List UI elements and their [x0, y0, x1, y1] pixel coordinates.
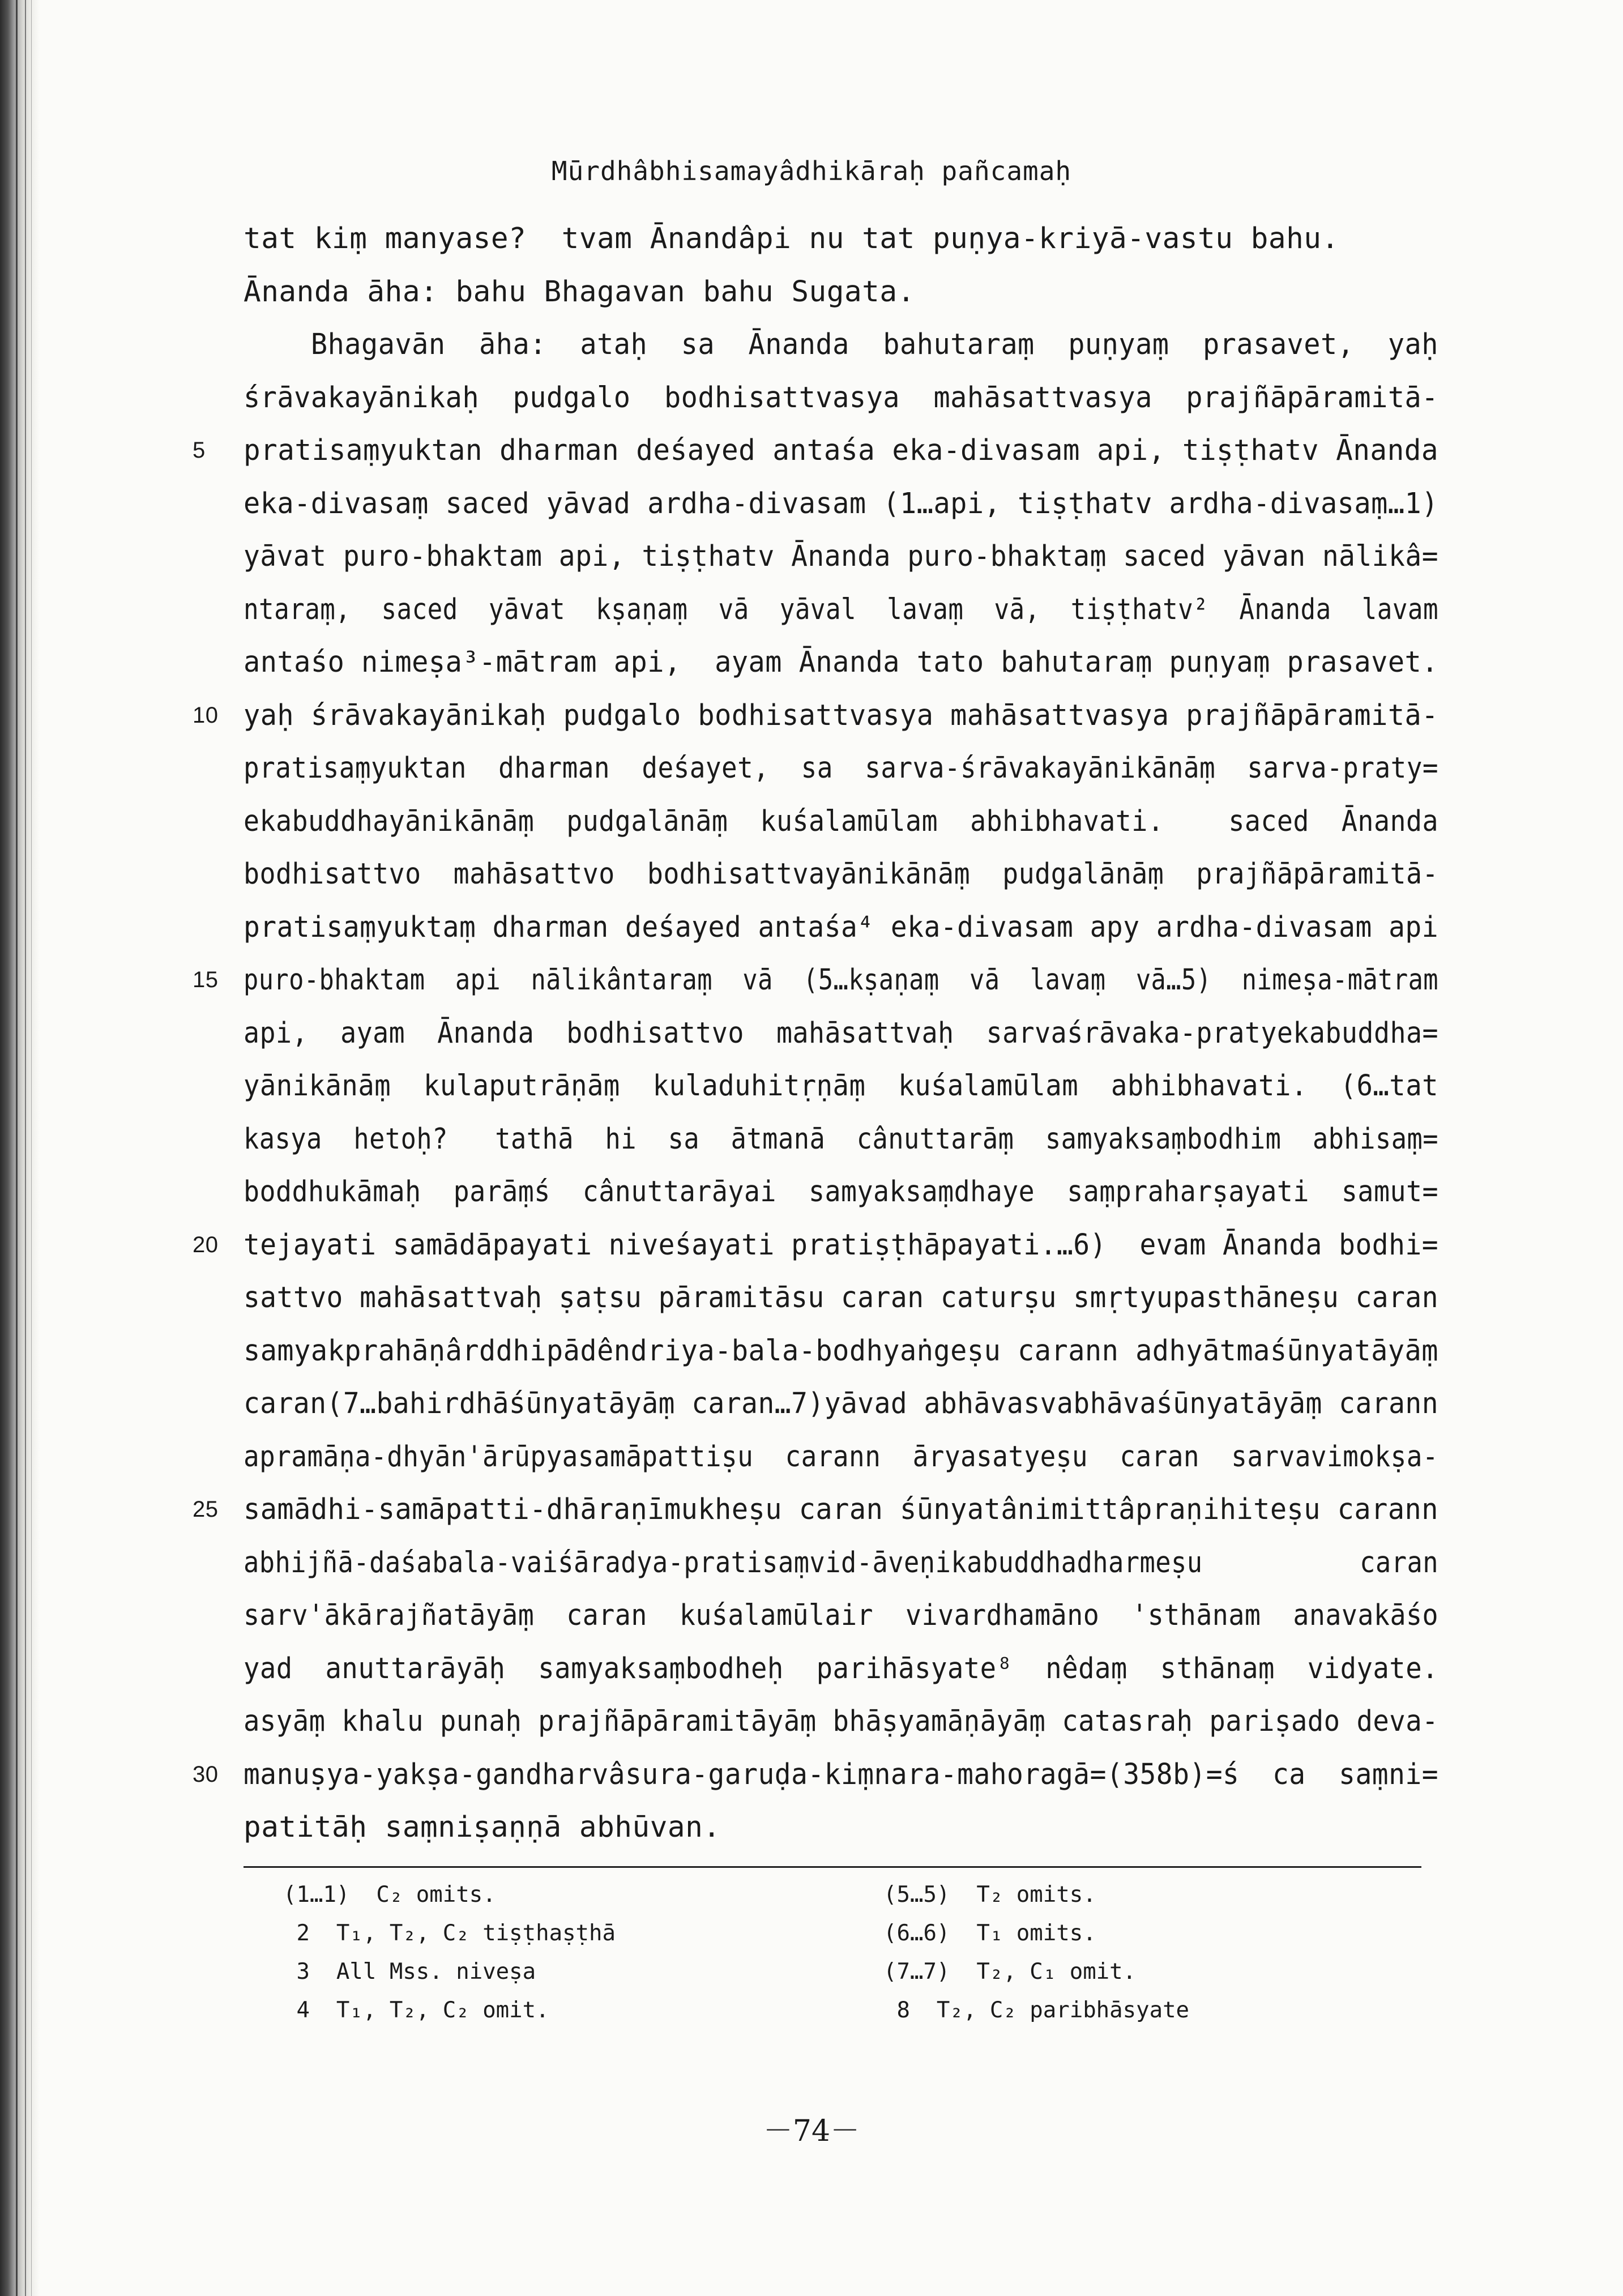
line-text: śrāvakayānikaḥ pudgalo bodhisattvasya mahāsattvasya prajñāpāramitā-: [244, 381, 1438, 415]
line-text: yānikānāṃ kulaputrāṇāṃ kuladuhitṛṇāṃ kuśalamūlam abhibhavati. (6…tat: [244, 1069, 1438, 1103]
text-line: [244, 1642, 1438, 1696]
line-number: 15: [193, 967, 219, 992]
line-text: bodhisattvo mahāsattvo bodhisattvayānikānāṃ pudgalānāṃ prajñāpāramitā-: [244, 857, 1438, 891]
footnote: 8 T₂, C₂ paribhāsyate: [883, 1998, 1190, 2023]
footnote-rule: [244, 1866, 1421, 1868]
line-text: boddhukāmaḥ parāṃś cânuttarāyai samyaksaṃdhaye saṃpraharṣayati samut=: [244, 1175, 1438, 1209]
line-number: 10: [193, 702, 219, 728]
line-text: api, ayam Ānanda bodhisattvo mahāsattvaḥ sarvaśrāvaka-pratyekabuddha=: [244, 1016, 1438, 1050]
footnote: (5…5) T₂ omits.: [883, 1882, 1096, 1907]
line-text: pratisaṃyuktan dharman deśayet, sa sarva-śrāvakayānikānāṃ sarva-praty=: [244, 752, 1438, 785]
line-text: samyakprahāṇârddhipādêndriya-bala-bodhyaṅgeṣu carann adhyātmaśūnyatāyāṃ: [244, 1334, 1438, 1368]
text-line: [244, 1113, 1438, 1166]
footnotes-left-column: [283, 1876, 616, 2030]
line-text: asyāṃ khalu punaḥ prajñāpāramitāyāṃ bhāṣyamāṇāyāṃ catasraḥ pariṣado deva-: [244, 1705, 1438, 1738]
line-text: samādhi-samāpatti-dhāraṇīmukheṣu caran śūnyatânimittâpraṇihiteṣu carann: [244, 1493, 1438, 1526]
book-binding-shadow: [0, 0, 40, 2296]
line-text: caran(7…bahirdhāśūnyatāyāṃ caran…7)yāvad abhāvasvabhāvaśūnyatāyāṃ carann: [244, 1387, 1438, 1420]
text-line: [244, 372, 1438, 425]
text-line: [244, 742, 1438, 795]
footnote: 4 T₁, T₂, C₂ omit.: [283, 1998, 549, 2023]
line-text: pratisaṃyuktaṃ dharman deśayed antaśa⁴ eka-divasam apy ardha-divasam api: [244, 910, 1438, 944]
line-text: yad anuttarāyāḥ samyaksaṃbodheḥ parihāsyate⁸ nêdaṃ sthānaṃ vidyate.: [244, 1651, 1438, 1685]
line-number: 20: [193, 1232, 219, 1257]
line-text: yāvat puro-bhaktam api, tiṣṭhatv Ānanda puro-bhaktaṃ saced yāvan nālikâ=: [244, 540, 1438, 573]
line-number: 5: [193, 438, 206, 463]
line-text: patitāḥ saṃniṣaṇṇā abhūvan.: [244, 1811, 721, 1844]
text-line: [244, 212, 1438, 266]
page-number: －74－: [763, 2114, 860, 2148]
line-text: sarv'ākārajñatāyāṃ caran kuśalamūlair vivardhamāno 'sthānam anavakāśo: [244, 1599, 1438, 1632]
text-line: [244, 1007, 1438, 1060]
text-line: [193, 954, 1438, 1007]
footnotes-right-column: [883, 1876, 1189, 2030]
text-line: [193, 689, 1438, 742]
text-line: [244, 1695, 1438, 1748]
text-line: [193, 1219, 1438, 1272]
text-line: [193, 424, 1438, 477]
footnote: (6…6) T₁ omits.: [883, 1921, 1096, 1946]
line-text: tejayati samādāpayati niveśayati pratiṣṭhāpayati.…6) evam Ānanda bodhi=: [244, 1228, 1438, 1262]
text-line: [244, 1431, 1438, 1484]
footnote: 3 All Mss. niveṣa: [283, 1959, 536, 1985]
text-line: [193, 1483, 1438, 1537]
text-line: [244, 1060, 1438, 1113]
line-text: Bhagavān āha: ataḥ sa Ānanda bahutaraṃ puṇyaṃ prasavet, yaḥ: [244, 328, 1438, 361]
text-line: [244, 266, 1438, 319]
text-line: [193, 1748, 1438, 1802]
line-text: apramāṇa-dhyān'ārūpyasamāpattiṣu carann āryasatyeṣu caran sarvavimokṣa-: [244, 1440, 1438, 1474]
text-line: [244, 795, 1438, 848]
line-text: manuṣya-yakṣa-gandharvâsura-garuḍa-kiṃnara-mahoragā=(358b)=ś ca saṃni=: [244, 1757, 1438, 1791]
footnote: (7…7) T₂, C₁ omit.: [883, 1959, 1137, 1985]
text-line: [244, 1325, 1438, 1378]
line-text: tat kiṃ manyase? tvam Ānandâpi nu tat puṇya-kriyā-vastu bahu.: [244, 222, 1339, 255]
text-line: [244, 1589, 1438, 1642]
line-text: abhijñā-daśabala-vaiśāradya-pratisaṃvid-āveṇikabuddhadharmeṣu caran: [244, 1546, 1438, 1580]
text-line: [244, 1271, 1438, 1325]
line-text: ekabuddhayānikānāṃ pudgalānāṃ kuśalamūlam abhibhavati. saced Ānanda: [244, 804, 1438, 838]
text-line: [244, 583, 1438, 637]
main-text-body: [193, 212, 1438, 1854]
text-line: [244, 530, 1438, 583]
line-number: 25: [193, 1497, 219, 1522]
line-text: sattvo mahāsattvaḥ ṣaṭsu pāramitāsu caran caturṣu smṛtyupasthāneṣu caran: [244, 1281, 1438, 1315]
line-text: yaḥ śrāvakayānikaḥ pudgalo bodhisattvasya mahāsattvasya prajñāpāramitā-: [244, 698, 1438, 732]
text-line: [244, 477, 1438, 531]
line-text: ntaraṃ, saced yāvat kṣaṇaṃ vā yāval lavaṃ vā, tiṣṭhatv² Ānanda lavam: [244, 592, 1438, 626]
line-text: puro-bhaktam api nālikântaraṃ vā (5…kṣaṇaṃ vā lavaṃ vā…5) nimeṣa-mātram: [244, 963, 1438, 997]
line-text: kasya hetoḥ? tathā hi sa ātmanā cânuttarāṃ samyaksaṃbodhim abhisaṃ=: [244, 1122, 1438, 1156]
line-text: Ānanda āha: bahu Bhagavan bahu Sugata.: [244, 275, 915, 309]
text-line: [244, 318, 1438, 372]
line-text: pratisaṃyuktan dharman deśayed antaśa eka-divasam api, tiṣṭhatv Ānanda: [244, 434, 1438, 467]
text-line: [244, 1166, 1438, 1219]
line-number: 30: [193, 1761, 219, 1787]
text-line: [244, 1537, 1438, 1590]
running-header: Mūrdhâbhisamayâdhikāraḥ pañcamaḥ: [551, 156, 1072, 186]
footnote: (1…1) C₂ omits.: [283, 1882, 496, 1907]
text-line: [244, 636, 1438, 689]
text-line: [244, 1801, 1438, 1854]
text-line: [244, 848, 1438, 901]
text-line: [244, 1377, 1438, 1431]
footnote: 2 T₁, T₂, C₂ tiṣṭhaṣṭhā: [283, 1921, 616, 1946]
line-text: eka-divasaṃ saced yāvad ardha-divasam (1…api, tiṣṭhatv ardha-divasaṃ…1): [244, 486, 1438, 520]
text-line: [244, 901, 1438, 954]
line-text: antaśo nimeṣa³-mātram api, ayam Ānanda tato bahutaraṃ puṇyaṃ prasavet.: [244, 646, 1438, 679]
